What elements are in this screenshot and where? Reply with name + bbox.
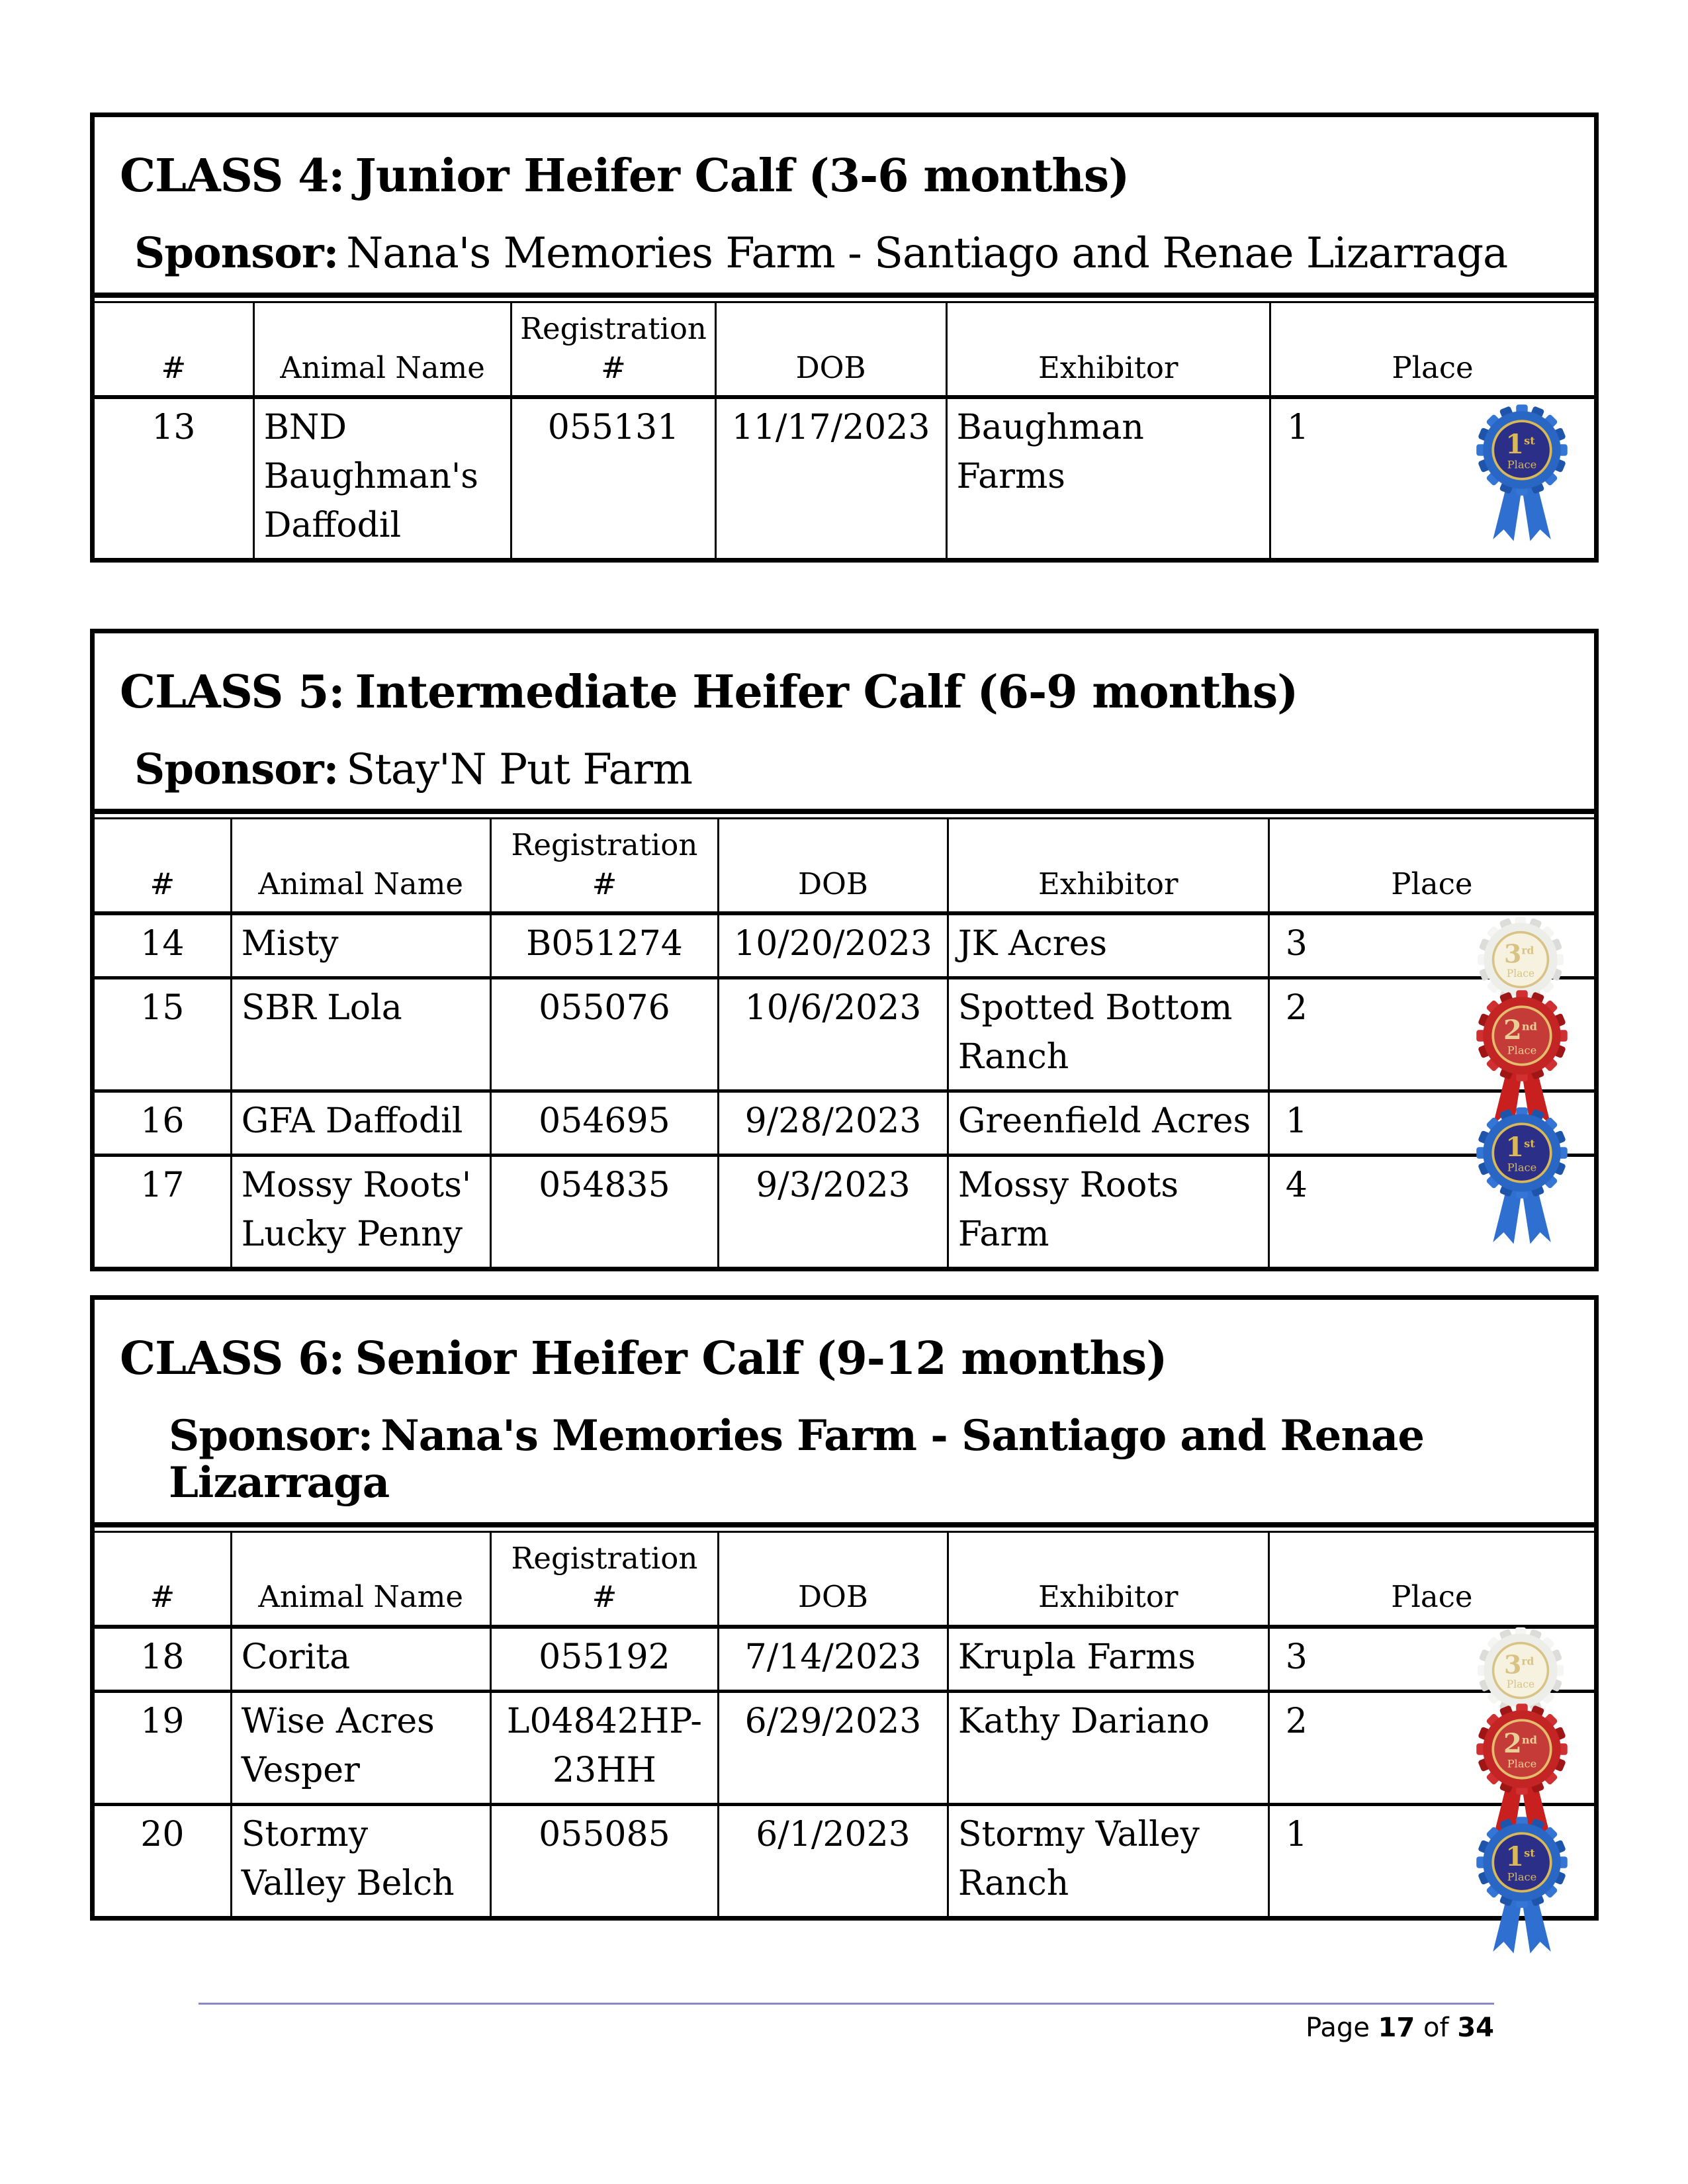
column-header-animal-name: Animal Name <box>231 819 490 913</box>
column-header-number: # <box>95 819 231 913</box>
column-header-registration: Registration # <box>490 1533 718 1627</box>
place-cell <box>1268 1627 1594 1692</box>
place-cell <box>1268 913 1594 978</box>
page-footer <box>199 2003 1494 2043</box>
class-5-section <box>90 629 1599 1271</box>
dob-cell: 9/3/2023 <box>719 1156 948 1267</box>
row-number-cell: 19 <box>95 1691 231 1804</box>
class-4-label: CLASS 4: <box>120 150 345 203</box>
class-6-label: CLASS 6: <box>120 1332 345 1386</box>
footer-page-number: 17 <box>1378 2013 1415 2043</box>
class-5-sponsor-line <box>95 744 1594 809</box>
table-header <box>95 303 1594 397</box>
footer-total-pages: 34 <box>1457 2013 1494 2043</box>
sponsor-name: Nana's Memories Farm - Santiago and Renae Lizarraga <box>169 1411 1425 1508</box>
class-4-sponsor-line <box>95 230 1594 293</box>
animal-name-cell: Stormy Valley Belch <box>231 1804 490 1916</box>
place-cell <box>1268 1804 1594 1916</box>
first-place-ribbon-icon <box>1472 1103 1572 1248</box>
class-4-title <box>95 117 1594 201</box>
table-row <box>95 1156 1594 1267</box>
svg-text:Place: Place <box>1507 458 1537 471</box>
dob-cell: 6/29/2023 <box>719 1691 948 1804</box>
exhibitor-cell: Kathy Dariano <box>948 1691 1268 1804</box>
class-4-name: Junior Heifer Calf (3-6 months) <box>355 150 1130 203</box>
place-value: 1 <box>1285 1814 1308 1854</box>
animal-name-cell: SBR Lola <box>231 978 490 1091</box>
sponsor-name: Nana's Memories Farm - Santiago and Renae Lizarraga <box>346 228 1508 278</box>
place-value: 1 <box>1287 408 1310 448</box>
exhibitor-cell: Mossy Roots Farm <box>948 1156 1268 1267</box>
table-header <box>95 1533 1594 1627</box>
registration-cell: 055076 <box>490 978 718 1091</box>
svg-text:Place: Place <box>1506 1678 1535 1690</box>
exhibitor-cell: JK Acres <box>948 913 1268 978</box>
class-5-title <box>95 633 1594 717</box>
exhibitor-cell: Baughman Farms <box>946 397 1270 558</box>
table-row <box>95 913 1594 978</box>
first-place-ribbon-icon <box>1472 400 1572 545</box>
class-6-sponsor-line <box>95 1413 1594 1522</box>
animal-name-cell: Misty <box>231 913 490 978</box>
place-cell <box>1268 1691 1594 1804</box>
svg-text:1st: 1st <box>1505 429 1535 461</box>
header-divider <box>95 809 1594 819</box>
place-value: 4 <box>1285 1165 1308 1206</box>
table-row <box>95 1627 1594 1692</box>
column-header-dob: DOB <box>715 303 946 397</box>
sponsor-label: Sponsor: <box>134 228 339 278</box>
row-number-cell: 20 <box>95 1804 231 1916</box>
dob-cell: 7/14/2023 <box>719 1627 948 1692</box>
column-header-dob: DOB <box>719 1533 948 1627</box>
row-number-cell: 13 <box>95 397 253 558</box>
dob-cell: 10/20/2023 <box>719 913 948 978</box>
row-number-cell: 17 <box>95 1156 231 1267</box>
class-5-results-table <box>95 819 1594 1267</box>
svg-text:2nd: 2nd <box>1503 1727 1538 1759</box>
animal-name-cell: Corita <box>231 1627 490 1692</box>
animal-name-cell: BND Baughman's Daffodil <box>253 397 511 558</box>
exhibitor-cell: Spotted Bottom Ranch <box>948 978 1268 1091</box>
place-value: 2 <box>1285 988 1308 1028</box>
exhibitor-cell: Krupla Farms <box>948 1627 1268 1692</box>
svg-text:Place: Place <box>1507 1161 1537 1174</box>
svg-text:1st: 1st <box>1505 1841 1535 1872</box>
row-number-cell: 18 <box>95 1627 231 1692</box>
class-5-name: Intermediate Heifer Calf (6-9 months) <box>355 666 1298 719</box>
place-value: 2 <box>1285 1701 1308 1741</box>
registration-cell: 055131 <box>511 397 715 558</box>
column-header-registration: Registration # <box>511 303 715 397</box>
svg-text:1st: 1st <box>1505 1132 1535 1163</box>
table-row <box>95 1691 1594 1804</box>
exhibitor-cell: Greenfield Acres <box>948 1091 1268 1156</box>
place-cell <box>1268 978 1594 1091</box>
class-4-results-table <box>95 303 1594 558</box>
column-header-registration: Registration # <box>490 819 718 913</box>
svg-text:Place: Place <box>1507 1044 1537 1057</box>
footer-page-label: Page <box>1306 2013 1370 2043</box>
row-number-cell: 14 <box>95 913 231 978</box>
column-header-dob: DOB <box>719 819 948 913</box>
registration-cell: L04842HP-23HH <box>490 1691 718 1804</box>
column-header-number: # <box>95 1533 231 1627</box>
column-header-animal-name: Animal Name <box>253 303 511 397</box>
exhibitor-cell: Stormy Valley Ranch <box>948 1804 1268 1916</box>
column-header-exhibitor: Exhibitor <box>946 303 1270 397</box>
sponsor-label: Sponsor: <box>169 1411 373 1461</box>
dob-cell: 9/28/2023 <box>719 1091 948 1156</box>
class-6-section <box>90 1295 1599 1921</box>
footer-of-label: of <box>1423 2013 1449 2043</box>
table-row <box>95 978 1594 1091</box>
dob-cell: 10/6/2023 <box>719 978 948 1091</box>
page-content <box>90 113 1599 1921</box>
place-value: 3 <box>1285 924 1308 964</box>
column-header-place: Place <box>1270 303 1594 397</box>
column-header-animal-name: Animal Name <box>231 1533 490 1627</box>
animal-name-cell: Mossy Roots' Lucky Penny <box>231 1156 490 1267</box>
class-4-section <box>90 113 1599 563</box>
row-number-cell: 16 <box>95 1091 231 1156</box>
registration-cell: 055192 <box>490 1627 718 1692</box>
svg-text:3rd: 3rd <box>1504 939 1534 970</box>
svg-text:3rd: 3rd <box>1504 1649 1534 1680</box>
table-row <box>95 1091 1594 1156</box>
table-header <box>95 819 1594 913</box>
dob-cell: 6/1/2023 <box>719 1804 948 1916</box>
header-divider <box>95 1522 1594 1533</box>
sponsor-label: Sponsor: <box>134 744 339 794</box>
column-header-exhibitor: Exhibitor <box>948 1533 1268 1627</box>
animal-name-cell: GFA Daffodil <box>231 1091 490 1156</box>
class-6-results-table <box>95 1533 1594 1916</box>
place-value: 1 <box>1285 1101 1308 1142</box>
svg-text:2nd: 2nd <box>1503 1015 1538 1046</box>
svg-text:Place: Place <box>1507 1870 1537 1884</box>
registration-cell: 054835 <box>490 1156 718 1267</box>
class-6-title <box>95 1300 1594 1384</box>
class-5-label: CLASS 5: <box>120 666 345 719</box>
animal-name-cell: Wise Acres Vesper <box>231 1691 490 1804</box>
first-place-ribbon-icon <box>1472 1813 1572 1958</box>
column-header-exhibitor: Exhibitor <box>948 819 1268 913</box>
registration-cell: 055085 <box>490 1804 718 1916</box>
column-header-place: Place <box>1268 1533 1594 1627</box>
svg-text:Place: Place <box>1506 968 1535 980</box>
header-divider <box>95 293 1594 303</box>
table-row <box>95 397 1594 558</box>
place-value: 3 <box>1285 1637 1308 1677</box>
column-header-place: Place <box>1268 819 1594 913</box>
registration-cell: B051274 <box>490 913 718 978</box>
sponsor-name: Stay'N Put Farm <box>346 745 692 794</box>
svg-text:Place: Place <box>1507 1757 1537 1770</box>
class-6-name: Senior Heifer Calf (9-12 months) <box>355 1332 1167 1386</box>
column-header-number: # <box>95 303 253 397</box>
registration-cell: 054695 <box>490 1091 718 1156</box>
table-row <box>95 1804 1594 1916</box>
row-number-cell: 15 <box>95 978 231 1091</box>
dob-cell: 11/17/2023 <box>715 397 946 558</box>
place-cell <box>1270 397 1594 558</box>
